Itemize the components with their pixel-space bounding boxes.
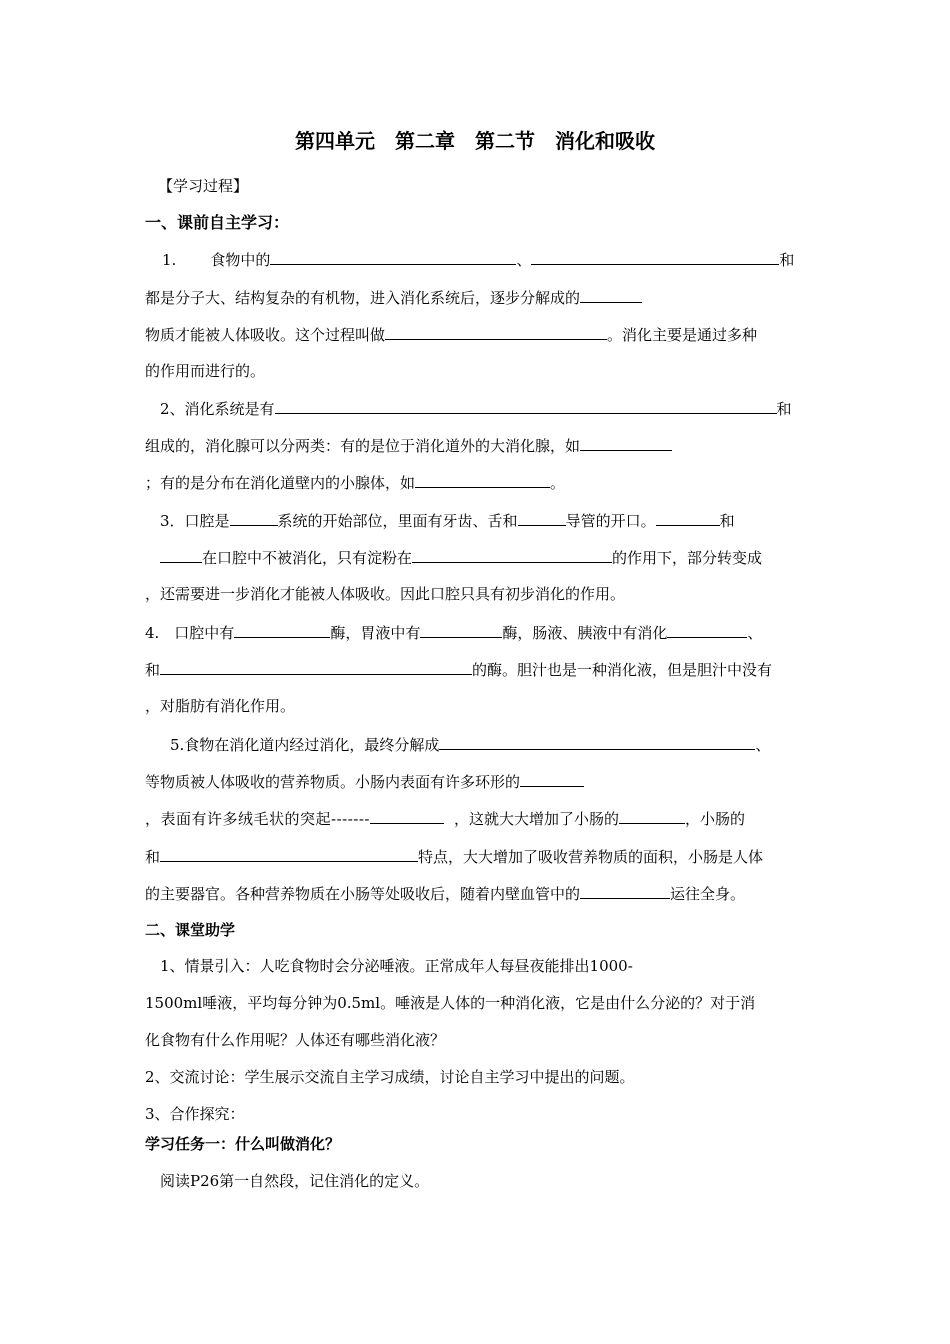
q2-blank-3[interactable] [415,472,550,488]
q2-text: 和 [776,400,792,418]
q5-line5 [145,883,745,904]
q2-line2 [145,435,672,456]
q3-text: 系统的开始部位，里面有牙齿、舌和 [277,512,518,530]
q2-text: 。 [550,474,566,492]
q3-text: 导管的开口。 [565,512,656,530]
q2-blank-2[interactable] [580,435,672,451]
q1-text: 食物中的 [210,251,271,269]
q3-blank-5[interactable] [412,547,612,563]
q5-text: ，小肠的 [685,810,746,828]
q4-blank-3[interactable] [667,622,747,638]
q3-line1 [160,510,735,531]
q3-text: 在口腔中不被消化，只有淀粉在 [202,549,413,567]
section1-heading: 一、课前自主学习： [145,213,290,232]
section2-p3: 3、合作探究： [145,1105,245,1123]
q1-line4: 的作用而进行的。 [145,362,266,380]
q5-text: 5.食物在消化道内经过消化，最终分解成 [170,736,440,754]
q4-text: 酶，肠液、胰液中有消化 [502,624,668,642]
q5-text: 等物质被人体吸收的营养物质。小肠内表面有许多环形的 [145,773,521,791]
q1-text: 物质才能被人体吸收。这个过程叫做 [145,326,386,344]
q5-text: 运往全身。 [670,885,746,903]
q3-line2 [160,547,762,568]
q3-text: 和 [719,512,735,530]
q5-blank-1[interactable] [439,734,755,750]
q2-text: ；有的是分布在消化道壁内的小腺体，如 [145,474,416,492]
q5-text: 、 [755,736,771,754]
q3-text: 3．口腔是 [160,512,230,530]
q5-blank-6[interactable] [580,883,670,899]
q4-text: 和 [145,661,161,679]
q2-blank-1[interactable] [275,398,777,414]
q4-text: 酶，胃液中有 [330,624,421,642]
q5-text: 的主要器官。各种营养物质在小肠等处吸收后，随着内壁血管中的 [145,885,581,903]
q2-text: 组成的，消化腺可以分两类：有的是位于消化道外的大消化腺，如 [145,437,581,455]
task1-heading: 学习任务一：什么叫做消化？ [145,1135,341,1153]
q2-line1 [160,398,792,419]
q4-text: 、 [747,624,763,642]
q5-text: ，表面有许多绒毛状的突起------- [145,810,370,828]
page-title: 第四单元 第二章 第二节 消化和吸收 [295,129,655,153]
q1-blank-3[interactable] [580,287,642,303]
q1-text: 、 [516,251,532,269]
q1-line2 [145,287,642,308]
section2-p1-line3: 化食物有什么作用呢？人体还有哪些消化液？ [145,1031,446,1049]
q5-line2 [145,771,584,792]
q1-text: 。消化主要是通过多种 [607,326,758,344]
q1-blank-1[interactable] [270,249,516,265]
q1-text: 和 [779,251,795,269]
q4-blank-1[interactable] [234,622,330,638]
q3-blank-4[interactable] [160,547,202,563]
task1-text: 阅读P26第一自然段，记住消化的定义。 [160,1172,430,1190]
q1-number: 1. [162,251,177,269]
q4-text: 的酶。胆汁也是一种消化液，但是胆汁中没有 [472,661,773,679]
q3-blank-1[interactable] [230,510,278,526]
q4-line3: ，对脂肪有消化作用。 [145,697,296,715]
section2-p1-line1: 1、情景引入：人吃食物时会分泌唾液。正常成年人每昼夜能排出1000- [160,957,633,975]
q5-line4 [145,846,763,867]
q3-blank-2[interactable] [518,510,566,526]
q5-text: 特点，大大增加了吸收营养物质的面积，小肠是人体 [418,848,764,866]
q2-text: 2、消化系统是有 [160,400,275,418]
q1-blank-4[interactable] [385,324,607,340]
q4-text: 4. 口腔中有 [145,624,235,642]
q3-text: 的作用下，部分转变成 [612,549,763,567]
process-label: 【学习过程】 [158,177,249,195]
q5-blank-2[interactable] [520,771,584,787]
q3-blank-3[interactable] [656,510,720,526]
q1-line3 [145,324,757,345]
q5-text: 和 [145,848,161,866]
q4-line1 [145,622,762,643]
q1-blank-2[interactable] [531,249,779,265]
q4-blank-4[interactable] [160,659,472,675]
q5-line3 [145,808,745,829]
section2-p2: 2、交流讨论：学生展示交流自主学习成绩，讨论自主学习中提出的问题。 [145,1068,635,1086]
q2-line3 [145,472,565,493]
q5-blank-4[interactable] [619,808,685,824]
q3-line3: ，还需要进一步消化才能被人体吸收。因此口腔只具有初步消化的作用。 [145,585,626,603]
q5-blank-5[interactable] [160,846,418,862]
q5-blank-3[interactable] [370,808,444,824]
q5-text: ，这就大大增加了小肠的 [453,810,619,828]
q4-line2 [145,659,772,680]
section2-p1-line2: 1500ml唾液，平均每分钟为0.5ml。唾液是人体的一种消化液，它是由什么分泌的？对于消 [145,994,756,1012]
q5-line1 [170,734,770,755]
q4-blank-2[interactable] [420,622,502,638]
q1-text: 都是分子大、结构复杂的有机物，进入消化系统后，逐步分解成的 [145,289,581,307]
section2-heading: 二、课堂助学 [145,921,236,939]
q1-line1 [162,249,794,270]
